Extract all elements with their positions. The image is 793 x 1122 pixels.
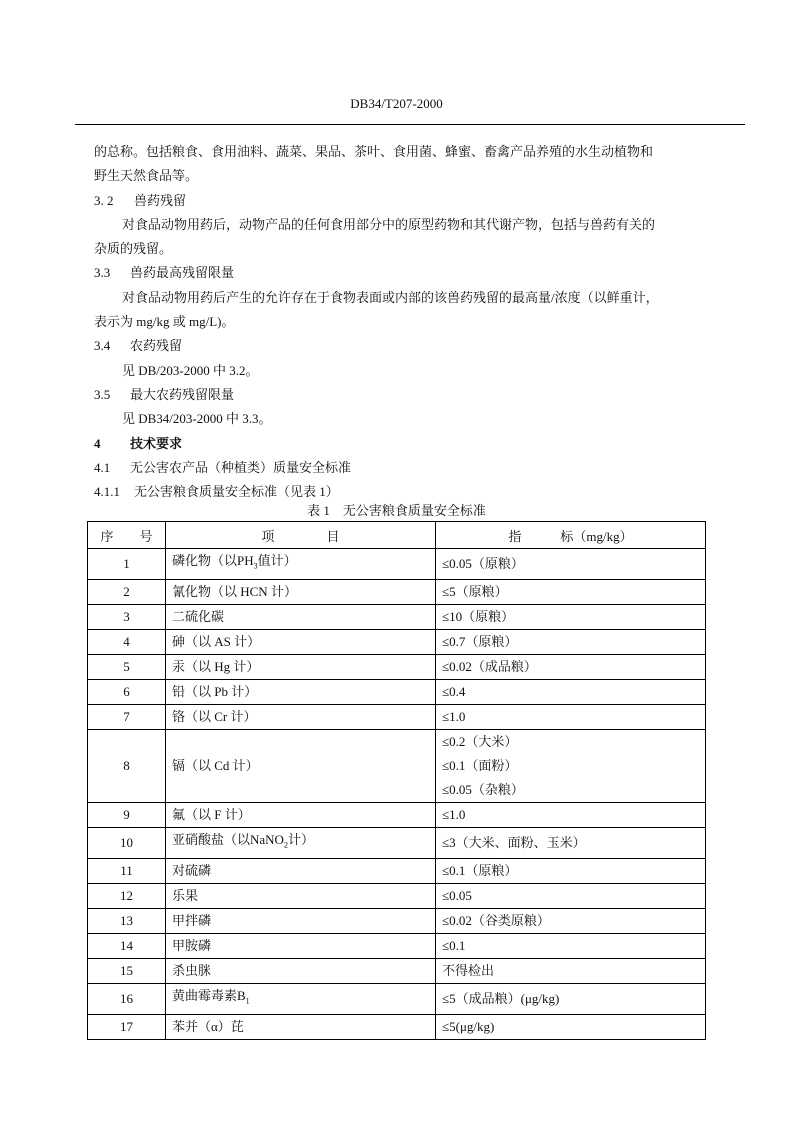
row-number: 15 bbox=[88, 959, 166, 984]
paragraph-text: 野生天然食品等。 bbox=[94, 168, 199, 184]
row-number: 2 bbox=[88, 579, 166, 604]
limit-value: ≤0.2（大米） bbox=[442, 734, 518, 750]
table-row bbox=[88, 579, 706, 604]
item-text: 甲拌磷 bbox=[172, 913, 212, 929]
row-item bbox=[166, 654, 436, 679]
section-number: 3.4 bbox=[94, 338, 111, 354]
row-item bbox=[166, 959, 436, 984]
row-item bbox=[166, 604, 436, 629]
document-header: DB34/T207-2000 bbox=[350, 96, 443, 111]
row-limit bbox=[436, 884, 706, 909]
paragraph-text: 见 DB/203-2000 中 3.2。 bbox=[122, 362, 259, 378]
table-row bbox=[88, 729, 706, 803]
paragraph-line bbox=[94, 359, 714, 383]
table-row bbox=[88, 884, 706, 909]
table-row bbox=[88, 604, 706, 629]
paragraph-line bbox=[94, 286, 714, 310]
item-text: 黄曲霉毒素B bbox=[172, 988, 246, 1004]
row-limit bbox=[436, 704, 706, 729]
limit-value: ≤0.05（杂粮） bbox=[442, 782, 524, 798]
row-number: 5 bbox=[88, 654, 166, 679]
limit-value: ≤5(μg/kg) bbox=[442, 1018, 495, 1034]
row-limit bbox=[436, 729, 706, 803]
row-item bbox=[166, 859, 436, 884]
header-no: 序 号 bbox=[88, 522, 166, 549]
table-row bbox=[88, 704, 706, 729]
row-limit bbox=[436, 679, 706, 704]
item-subscript: 2 bbox=[283, 841, 288, 851]
item-text: 汞（以 Hg 计） bbox=[172, 658, 260, 674]
paragraph-line bbox=[94, 189, 714, 213]
paragraph-line bbox=[94, 237, 714, 261]
paragraph-line bbox=[94, 213, 714, 237]
document-body bbox=[94, 140, 714, 504]
row-limit bbox=[436, 654, 706, 679]
row-number: 11 bbox=[88, 859, 166, 884]
row-item bbox=[166, 549, 436, 580]
row-number: 12 bbox=[88, 884, 166, 909]
row-item bbox=[166, 909, 436, 934]
row-item bbox=[166, 1014, 436, 1039]
row-limit bbox=[436, 1014, 706, 1039]
item-text: 亚硝酸盐（以NaNO bbox=[172, 832, 284, 848]
table-header-row bbox=[88, 522, 706, 549]
item-subscript: 3 bbox=[253, 561, 258, 571]
item-text: 铬（以 Cr 计） bbox=[172, 708, 257, 724]
item-text: 杀虫脒 bbox=[172, 963, 212, 979]
limit-value: ≤0.02（成品粮） bbox=[442, 658, 537, 674]
row-item bbox=[166, 729, 436, 803]
section-number: 3.3 bbox=[94, 265, 111, 281]
row-number: 9 bbox=[88, 803, 166, 828]
row-limit bbox=[436, 579, 706, 604]
limit-value: ≤0.1（原粮） bbox=[442, 863, 518, 879]
limit-value: ≤3（大米、面粉、玉米） bbox=[442, 835, 586, 851]
row-item bbox=[166, 884, 436, 909]
row-limit bbox=[436, 803, 706, 828]
limit-value: ≤10（原粮） bbox=[442, 608, 515, 624]
row-number: 8 bbox=[88, 729, 166, 803]
row-number: 6 bbox=[88, 679, 166, 704]
row-limit bbox=[436, 934, 706, 959]
row-number: 17 bbox=[88, 1014, 166, 1039]
item-text: 乐果 bbox=[172, 888, 199, 904]
row-number: 13 bbox=[88, 909, 166, 934]
row-number: 16 bbox=[88, 984, 166, 1015]
row-number: 14 bbox=[88, 934, 166, 959]
row-limit bbox=[436, 828, 706, 859]
table-caption: 表 1 无公害粮食质量安全标准 bbox=[307, 503, 486, 518]
row-number: 4 bbox=[88, 629, 166, 654]
item-text: 镉（以 Cd 计） bbox=[172, 758, 259, 774]
limit-value: ≤5（成品粮）(μg/kg) bbox=[442, 990, 560, 1006]
table-row bbox=[88, 549, 706, 580]
section-number: 4 bbox=[94, 435, 101, 451]
row-limit bbox=[436, 959, 706, 984]
paragraph-line bbox=[94, 261, 714, 285]
row-number: 1 bbox=[88, 549, 166, 580]
limit-value: ≤1.0 bbox=[442, 807, 466, 823]
row-limit bbox=[436, 859, 706, 884]
section-number: 3.5 bbox=[94, 386, 111, 402]
row-item bbox=[166, 679, 436, 704]
paragraph-line bbox=[94, 310, 714, 334]
paragraph-line bbox=[94, 334, 714, 358]
limit-value: ≤0.7（原粮） bbox=[442, 633, 518, 649]
table-row bbox=[88, 984, 706, 1015]
paragraph-line bbox=[94, 456, 714, 480]
row-item bbox=[166, 629, 436, 654]
row-item bbox=[166, 579, 436, 604]
row-item bbox=[166, 828, 436, 859]
standards-table bbox=[87, 521, 706, 1040]
table-row bbox=[88, 859, 706, 884]
table-row bbox=[88, 679, 706, 704]
paragraph-line bbox=[94, 383, 714, 407]
table-row bbox=[88, 629, 706, 654]
row-item bbox=[166, 803, 436, 828]
table-row bbox=[88, 654, 706, 679]
item-text: 砷（以 AS 计） bbox=[172, 633, 261, 649]
paragraph-text: 无公害农产品（种植类）质量安全标准 bbox=[130, 459, 352, 475]
paragraph-line bbox=[94, 407, 714, 431]
row-item bbox=[166, 984, 436, 1015]
paragraph-text: 兽药残留 bbox=[134, 192, 187, 208]
paragraph-text: 技术要求 bbox=[130, 435, 183, 451]
table-row bbox=[88, 1014, 706, 1039]
row-limit bbox=[436, 549, 706, 580]
limit-value: ≤0.4 bbox=[442, 683, 466, 699]
item-text: 氟（以 F 计） bbox=[172, 807, 251, 823]
header-item: 项 目 bbox=[166, 522, 436, 549]
table-row bbox=[88, 828, 706, 859]
paragraph-text: 对食品动物用药后，动物产品的任何食用部分中的原型药物和其代谢产物，包括与兽药有关的 bbox=[122, 216, 656, 232]
item-text: 甲胺磷 bbox=[172, 938, 212, 954]
table-row bbox=[88, 803, 706, 828]
limit-value: ≤0.1（面粉） bbox=[442, 758, 518, 774]
table-row bbox=[88, 909, 706, 934]
paragraph-text: 农药残留 bbox=[130, 338, 183, 354]
row-number: 7 bbox=[88, 704, 166, 729]
row-number: 10 bbox=[88, 828, 166, 859]
limit-value: 不得检出 bbox=[442, 963, 495, 979]
paragraph-text: 杂质的残留。 bbox=[94, 241, 173, 257]
item-text: 氰化物（以 HCN 计） bbox=[172, 583, 297, 599]
limit-value: ≤0.05 bbox=[442, 888, 472, 904]
row-limit bbox=[436, 984, 706, 1015]
paragraph-line bbox=[94, 432, 714, 456]
item-text-post: 值计） bbox=[257, 553, 297, 568]
paragraph-text: 对食品动物用药后产生的允许存在于食物表面或内部的该兽药残留的最高量/浓度（以鲜重计， bbox=[122, 289, 659, 305]
header-rule bbox=[75, 124, 745, 125]
item-text: 磷化物（以PH bbox=[172, 553, 254, 568]
item-text: 对硫磷 bbox=[172, 863, 212, 879]
item-text: 铅（以 Pb 计） bbox=[172, 683, 258, 699]
limit-value: ≤1.0 bbox=[442, 708, 466, 724]
paragraph-text: 的总称。包括粮食、食用油料、蔬菜、果品、茶叶、食用菌、蜂蜜、畜禽产品养殖的水生动植物和 bbox=[94, 144, 654, 159]
item-text: 二硫化碳 bbox=[172, 608, 225, 624]
paragraph-text: 无公害粮食质量安全标准（见表 1） bbox=[134, 484, 339, 500]
paragraph-text: 见 DB34/203-2000 中 3.3。 bbox=[122, 411, 272, 427]
paragraph-line bbox=[94, 164, 714, 188]
row-limit bbox=[436, 629, 706, 654]
paragraph-text: 表示为 mg/kg 或 mg/L)。 bbox=[94, 314, 235, 330]
row-number: 3 bbox=[88, 604, 166, 629]
table-row bbox=[88, 959, 706, 984]
section-number: 4.1.1 bbox=[94, 484, 120, 500]
row-limit bbox=[436, 604, 706, 629]
section-number: 4.1 bbox=[94, 459, 111, 475]
item-text-post: 计） bbox=[287, 832, 314, 848]
limit-value: ≤0.05（原粮） bbox=[442, 555, 524, 571]
item-text: 苯并（α）芘 bbox=[172, 1018, 244, 1034]
row-item bbox=[166, 704, 436, 729]
limit-value: ≤0.02（谷类原粮） bbox=[442, 913, 550, 929]
limit-value: ≤0.1 bbox=[442, 938, 466, 954]
section-number: 3. 2 bbox=[94, 192, 114, 208]
paragraph-line bbox=[94, 140, 714, 164]
paragraph-text: 兽药最高残留限量 bbox=[130, 265, 235, 281]
limit-value: ≤5（原粮） bbox=[442, 583, 508, 599]
paragraph-text: 最大农药残留限量 bbox=[130, 386, 235, 402]
row-item bbox=[166, 934, 436, 959]
table-row bbox=[88, 934, 706, 959]
header-limit: 指 标（mg/kg） bbox=[436, 522, 706, 549]
item-subscript: 1 bbox=[245, 996, 250, 1006]
row-limit bbox=[436, 909, 706, 934]
